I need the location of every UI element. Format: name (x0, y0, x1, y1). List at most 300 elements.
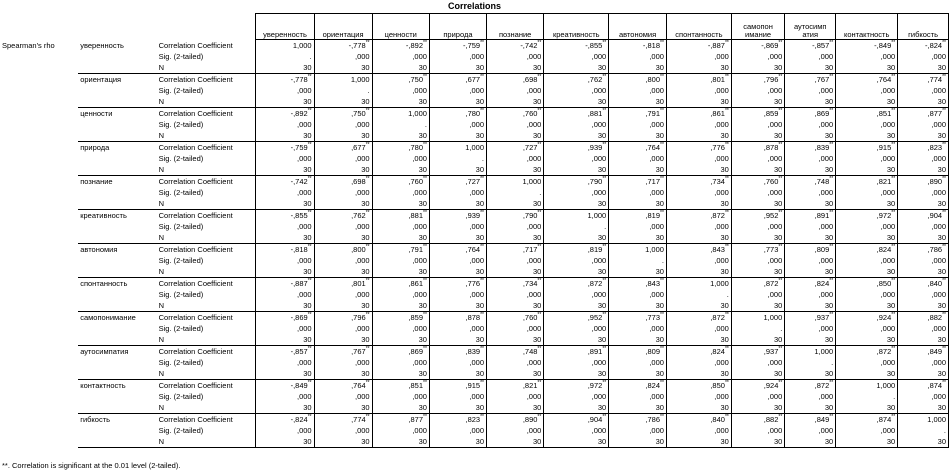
statistic-label: Sig. (2-tailed) (158, 324, 204, 333)
sig-cell: . (256, 51, 314, 62)
significance-marker: ** (537, 346, 542, 352)
sig-cell: ,000 (372, 221, 429, 232)
significance-marker: ** (537, 142, 542, 148)
coefficient-value: -,857 (290, 347, 308, 356)
statistic-label: N (157, 300, 256, 312)
statistic-label: N (157, 232, 256, 244)
n-cell: 30 (785, 164, 836, 176)
significance-marker: ** (660, 346, 664, 352)
correlation-cell (429, 346, 486, 358)
coefficient-value: ,791 (408, 245, 424, 254)
sig-cell: ,000 (898, 221, 949, 232)
n-cell: 30 (544, 266, 609, 278)
significance-marker: ** (537, 278, 542, 284)
correlation-cell (836, 176, 898, 188)
sig-cell: ,000 (609, 51, 667, 62)
n-cell: 30 (836, 164, 898, 176)
statistic-label: Sig. (2-tailed) (158, 256, 204, 265)
coefficient-value: -,742 (520, 41, 538, 50)
correlation-cell (785, 380, 836, 392)
coefficient-value: ,780 (465, 109, 481, 118)
coefficient-value: ,878 (465, 313, 481, 322)
n-cell: 30 (314, 96, 372, 108)
significance-marker: ** (537, 244, 542, 250)
n-cell: 30 (785, 130, 836, 142)
sig-cell: ,000 (836, 425, 898, 436)
correlation-cell (609, 380, 667, 392)
n-cell: 30 (487, 300, 544, 312)
correlation-cell (372, 346, 429, 358)
correlation-cell (609, 278, 667, 290)
n-cell: 30 (544, 334, 609, 346)
n-cell: 30 (487, 96, 544, 108)
statistic-label: Correlation Coefficient (158, 40, 233, 50)
n-cell: 30 (785, 334, 836, 346)
row-variable-label: самопонимание (78, 312, 156, 346)
coefficient-value: ,790 (522, 211, 538, 220)
coefficient-value: ,924 (876, 313, 892, 322)
coefficient-value: 1,000 (710, 279, 729, 288)
sig-cell: ,000 (898, 357, 949, 368)
row-variable-label: познание (78, 176, 156, 210)
n-cell: 30 (666, 300, 731, 312)
significance-marker: ** (942, 244, 946, 250)
table-row (0, 108, 949, 120)
significance-marker: ** (724, 312, 729, 318)
significance-marker: ** (365, 244, 370, 250)
correlation-cell (256, 278, 314, 290)
coefficient-value: 1,000 (927, 415, 946, 424)
significance-marker: ** (480, 346, 484, 352)
statistic-label: Sig. (2-tailed) (158, 188, 204, 197)
significance-marker: ** (829, 74, 834, 80)
sig-cell: ,000 (836, 221, 898, 232)
correlation-cell (666, 210, 731, 222)
correlation-cell (314, 210, 372, 222)
correlation-cell (429, 108, 486, 120)
header-blank (78, 14, 156, 40)
coefficient-value: -,849 (290, 381, 308, 390)
coefficient-value: 1,000 (408, 109, 427, 118)
correlation-cell (666, 380, 731, 392)
n-cell: 30 (314, 300, 372, 312)
coefficient-value: ,801 (710, 75, 725, 84)
n-cell: 30 (487, 198, 544, 210)
sig-cell: ,000 (836, 323, 898, 334)
significance-marker: ** (778, 244, 783, 250)
sig-cell: ,000 (256, 221, 314, 232)
n-cell: 30 (836, 266, 898, 278)
sig-cell: ,000 (609, 391, 667, 402)
correlation-cell (731, 244, 784, 256)
n-cell: 30 (372, 232, 429, 244)
n-cell: 30 (372, 266, 429, 278)
significance-marker: ** (365, 414, 370, 420)
significance-marker: ** (602, 278, 607, 284)
n-cell: 30 (785, 62, 836, 74)
sig-cell: ,000 (836, 85, 898, 96)
correlation-cell (429, 176, 486, 188)
significance-marker: ** (942, 176, 946, 182)
sig-cell: ,000 (609, 187, 667, 198)
n-cell: 30 (731, 402, 784, 414)
row-variable-label: спонтанность (78, 278, 156, 312)
statistic-label: Sig. (2-tailed) (158, 358, 204, 367)
significance-marker: ** (307, 142, 312, 148)
column-header: познание (487, 14, 544, 40)
n-cell: 30 (256, 62, 314, 74)
coefficient-value: ,904 (587, 415, 603, 424)
coefficient-value: ,786 (645, 415, 661, 424)
n-cell: 30 (836, 436, 898, 448)
coefficient-value: 1,000 (465, 143, 484, 152)
sig-cell: ,000 (785, 119, 836, 130)
correlation-cell (372, 210, 429, 222)
coefficient-value: ,698 (522, 75, 538, 84)
significance-marker: ** (891, 210, 896, 216)
coefficient-value: ,939 (587, 143, 603, 152)
significance-marker: ** (423, 210, 427, 216)
sig-cell: ,000 (731, 221, 784, 232)
correlation-cell (836, 108, 898, 120)
coefficient-value: 1,000 (763, 313, 783, 322)
coefficient-value: ,824 (710, 347, 725, 356)
significance-marker: ** (480, 176, 484, 182)
significance-marker: ** (307, 312, 312, 318)
coefficient-value: 1,000 (587, 211, 607, 220)
statistic-label: N (157, 368, 256, 380)
n-cell: 30 (898, 96, 949, 108)
significance-marker: ** (423, 244, 427, 250)
significance-marker: ** (724, 244, 729, 250)
coefficient-value: -,869 (290, 313, 308, 322)
coefficient-value: ,780 (408, 143, 424, 152)
correlation-cell (544, 176, 609, 188)
significance-marker: ** (724, 40, 729, 46)
row-variable-label: ориентация (78, 74, 156, 108)
significance-marker: ** (829, 278, 834, 284)
sig-cell: ,000 (544, 391, 609, 402)
significance-marker: ** (537, 40, 542, 46)
n-cell: 30 (785, 436, 836, 448)
correlation-cell (256, 40, 314, 52)
significance-marker: ** (480, 210, 484, 216)
correlation-cell (429, 40, 486, 52)
statistic-label: Sig. (2-tailed) (158, 52, 204, 61)
coefficient-value: ,952 (587, 313, 603, 322)
correlation-cell (487, 380, 544, 392)
n-cell: 30 (544, 232, 609, 244)
significance-marker: ** (365, 312, 370, 318)
significance-marker: ** (602, 142, 607, 148)
sig-cell: ,000 (314, 187, 372, 198)
n-cell: 30 (666, 96, 731, 108)
n-cell: 30 (836, 96, 898, 108)
table-row (0, 74, 949, 86)
row-variable-label: природа (78, 142, 156, 176)
coefficient-value: ,760 (522, 109, 538, 118)
correlation-cell (666, 244, 731, 256)
correlation-cell (609, 414, 667, 426)
correlation-cell (429, 244, 486, 256)
statistic-label: N (157, 62, 256, 74)
statistic-label: Correlation Coefficient (158, 211, 233, 220)
coefficient-value: ,762 (351, 211, 366, 220)
significance-marker: ** (942, 74, 946, 80)
coefficient-value: ,727 (465, 177, 481, 186)
sig-cell: ,000 (544, 255, 609, 266)
row-variable-label: ценности (78, 108, 156, 142)
n-cell: 30 (898, 62, 949, 74)
coefficient-value: ,800 (351, 245, 366, 254)
coefficient-value: ,824 (876, 245, 892, 254)
sig-cell: ,000 (372, 187, 429, 198)
n-cell: 30 (898, 164, 949, 176)
table-row (0, 40, 949, 52)
n-cell: 30 (256, 130, 314, 142)
significance-marker: ** (829, 142, 834, 148)
n-cell: 30 (256, 232, 314, 244)
coefficient-value: ,872 (814, 381, 830, 390)
coefficient-value: ,764 (351, 381, 366, 390)
significance-marker: ** (778, 40, 783, 46)
coefficient-value: ,890 (927, 177, 943, 186)
significance-marker: ** (537, 380, 542, 386)
significance-marker: ** (660, 414, 664, 420)
n-cell: 30 (731, 368, 784, 380)
method-label: Spearman's rho (2, 40, 55, 50)
sig-cell: ,000 (429, 221, 486, 232)
n-cell: 30 (256, 164, 314, 176)
significance-marker: ** (537, 108, 542, 114)
coefficient-value: -,778 (290, 75, 308, 84)
coefficient-value: ,717 (522, 245, 538, 254)
sig-cell: ,000 (785, 221, 836, 232)
sig-cell: ,000 (544, 51, 609, 62)
n-cell: 30 (898, 334, 949, 346)
sig-cell: ,000 (731, 391, 784, 402)
correlation-cell (666, 278, 731, 290)
significance-marker: ** (423, 414, 427, 420)
n-cell: 30 (731, 232, 784, 244)
correlation-cell (544, 244, 609, 256)
significance-marker: ** (537, 414, 542, 420)
correlation-cell (314, 74, 372, 86)
sig-cell: ,000 (372, 85, 429, 96)
statistic-label: N (157, 266, 256, 278)
column-header: аутосимп атия (785, 14, 836, 40)
significance-marker: ** (480, 40, 484, 46)
correlation-cell (314, 142, 372, 154)
correlation-cell (372, 312, 429, 324)
coefficient-value: ,972 (876, 211, 892, 220)
sig-cell: . (836, 391, 898, 402)
n-cell: 30 (256, 96, 314, 108)
n-cell: 30 (666, 232, 731, 244)
coefficient-value: ,924 (763, 381, 779, 390)
sig-cell: ,000 (487, 51, 544, 62)
coefficient-value: ,801 (351, 279, 366, 288)
column-header: уверенность (256, 14, 314, 40)
significance-marker: ** (480, 380, 484, 386)
coefficient-value: -,887 (290, 279, 308, 288)
correlation-cell (731, 414, 784, 426)
coefficient-value: ,698 (351, 177, 366, 186)
n-cell: 30 (487, 130, 544, 142)
correlation-cell (609, 142, 667, 154)
sig-cell: ,000 (731, 153, 784, 164)
significance-marker: ** (942, 380, 946, 386)
n-cell: 30 (609, 198, 667, 210)
significance-marker: ** (602, 176, 607, 182)
n-cell: 30 (731, 164, 784, 176)
significance-marker: ** (724, 176, 729, 182)
coefficient-value: ,859 (408, 313, 424, 322)
significance-marker: ** (307, 278, 312, 284)
correlation-cell (898, 74, 949, 86)
sig-cell: ,000 (372, 255, 429, 266)
n-cell: 30 (731, 96, 784, 108)
sig-cell: ,000 (609, 85, 667, 96)
sig-cell: ,000 (898, 391, 949, 402)
coefficient-value: ,764 (645, 143, 661, 152)
correlation-cell (836, 380, 898, 392)
significance-marker: ** (480, 278, 484, 284)
n-cell: 30 (544, 402, 609, 414)
coefficient-value: ,824 (814, 279, 830, 288)
column-header: ориентация (314, 14, 372, 40)
n-cell: 30 (544, 300, 609, 312)
coefficient-value: ,972 (587, 381, 603, 390)
statistic-label: N (157, 96, 256, 108)
correlation-cell (372, 108, 429, 120)
sig-cell: ,000 (487, 391, 544, 402)
coefficient-value: ,734 (710, 177, 725, 186)
statistic-label: Sig. (2-tailed) (158, 392, 204, 401)
correlation-cell (898, 312, 949, 324)
n-cell: 30 (731, 436, 784, 448)
significance-marker: ** (778, 414, 783, 420)
significance-marker: ** (602, 40, 607, 46)
significance-marker: ** (602, 74, 607, 80)
sig-cell: . (666, 289, 731, 300)
n-cell: 30 (836, 300, 898, 312)
correlation-cell (544, 40, 609, 52)
correlation-cell (314, 108, 372, 120)
coefficient-value: ,748 (814, 177, 830, 186)
significance-marker: ** (829, 244, 834, 250)
sig-cell: ,000 (666, 119, 731, 130)
sig-cell: ,000 (731, 51, 784, 62)
sig-cell: ,000 (429, 51, 486, 62)
n-cell: 30 (256, 334, 314, 346)
sig-cell: ,000 (785, 153, 836, 164)
statistic-label: N (157, 198, 256, 210)
correlation-cell (372, 176, 429, 188)
significance-marker: ** (724, 142, 729, 148)
sig-cell: ,000 (256, 323, 314, 334)
sig-cell: ,000 (256, 85, 314, 96)
n-cell: 30 (898, 436, 949, 448)
coefficient-value: ,819 (645, 211, 661, 220)
significance-marker: ** (423, 312, 427, 318)
significance-marker: ** (660, 40, 664, 46)
n-cell: 30 (372, 334, 429, 346)
sig-cell: ,000 (429, 255, 486, 266)
n-cell: 30 (256, 300, 314, 312)
n-cell: 30 (609, 436, 667, 448)
significance-marker: ** (537, 210, 542, 216)
sig-cell: ,000 (372, 357, 429, 368)
correlation-cell (666, 176, 731, 188)
statistic-label: Correlation Coefficient (158, 245, 233, 254)
n-cell: 30 (372, 164, 429, 176)
n-cell: 30 (785, 96, 836, 108)
correlation-cell (609, 74, 667, 86)
correlation-cell (487, 108, 544, 120)
n-cell: 30 (609, 300, 667, 312)
significance-marker: ** (829, 414, 834, 420)
coefficient-value: ,849 (814, 415, 830, 424)
n-cell: 30 (429, 130, 486, 142)
sig-cell: . (487, 187, 544, 198)
coefficient-value: ,750 (351, 109, 366, 118)
coefficient-value: ,890 (522, 415, 538, 424)
sig-cell: ,000 (731, 357, 784, 368)
sig-cell: ,000 (898, 255, 949, 266)
coefficient-value: -,778 (348, 41, 366, 50)
n-cell: 30 (898, 368, 949, 380)
sig-cell: ,000 (836, 51, 898, 62)
sig-cell: ,000 (609, 323, 667, 334)
significance-marker: ** (660, 108, 664, 114)
significance-marker: ** (942, 278, 946, 284)
n-cell: 30 (666, 402, 731, 414)
significance-marker: ** (942, 210, 946, 216)
n-cell: 30 (898, 130, 949, 142)
correlation-cell (429, 210, 486, 222)
coefficient-value: ,824 (645, 381, 661, 390)
coefficient-value: ,882 (763, 415, 779, 424)
coefficient-value: ,776 (465, 279, 481, 288)
n-cell: 30 (609, 62, 667, 74)
correlation-cell (785, 210, 836, 222)
sig-cell: ,000 (731, 289, 784, 300)
coefficient-value: -,857 (812, 41, 830, 50)
sig-cell: . (785, 357, 836, 368)
table-row (0, 278, 949, 290)
sig-cell: ,000 (836, 153, 898, 164)
n-cell: 30 (666, 130, 731, 142)
coefficient-value: ,786 (927, 245, 943, 254)
sig-cell: ,000 (314, 323, 372, 334)
coefficient-value: ,872 (710, 211, 725, 220)
n-cell: 30 (487, 266, 544, 278)
correlation-cell (609, 312, 667, 324)
n-cell: 30 (314, 232, 372, 244)
n-cell: 30 (544, 62, 609, 74)
sig-cell: ,000 (731, 119, 784, 130)
significance-marker: ** (778, 346, 783, 352)
n-cell: 30 (836, 334, 898, 346)
correlation-cell (487, 244, 544, 256)
sig-cell: ,000 (487, 357, 544, 368)
sig-cell: ,000 (429, 391, 486, 402)
n-cell: 30 (429, 96, 486, 108)
table-row (0, 312, 949, 324)
n-cell: 30 (609, 96, 667, 108)
significance-marker: ** (724, 380, 729, 386)
